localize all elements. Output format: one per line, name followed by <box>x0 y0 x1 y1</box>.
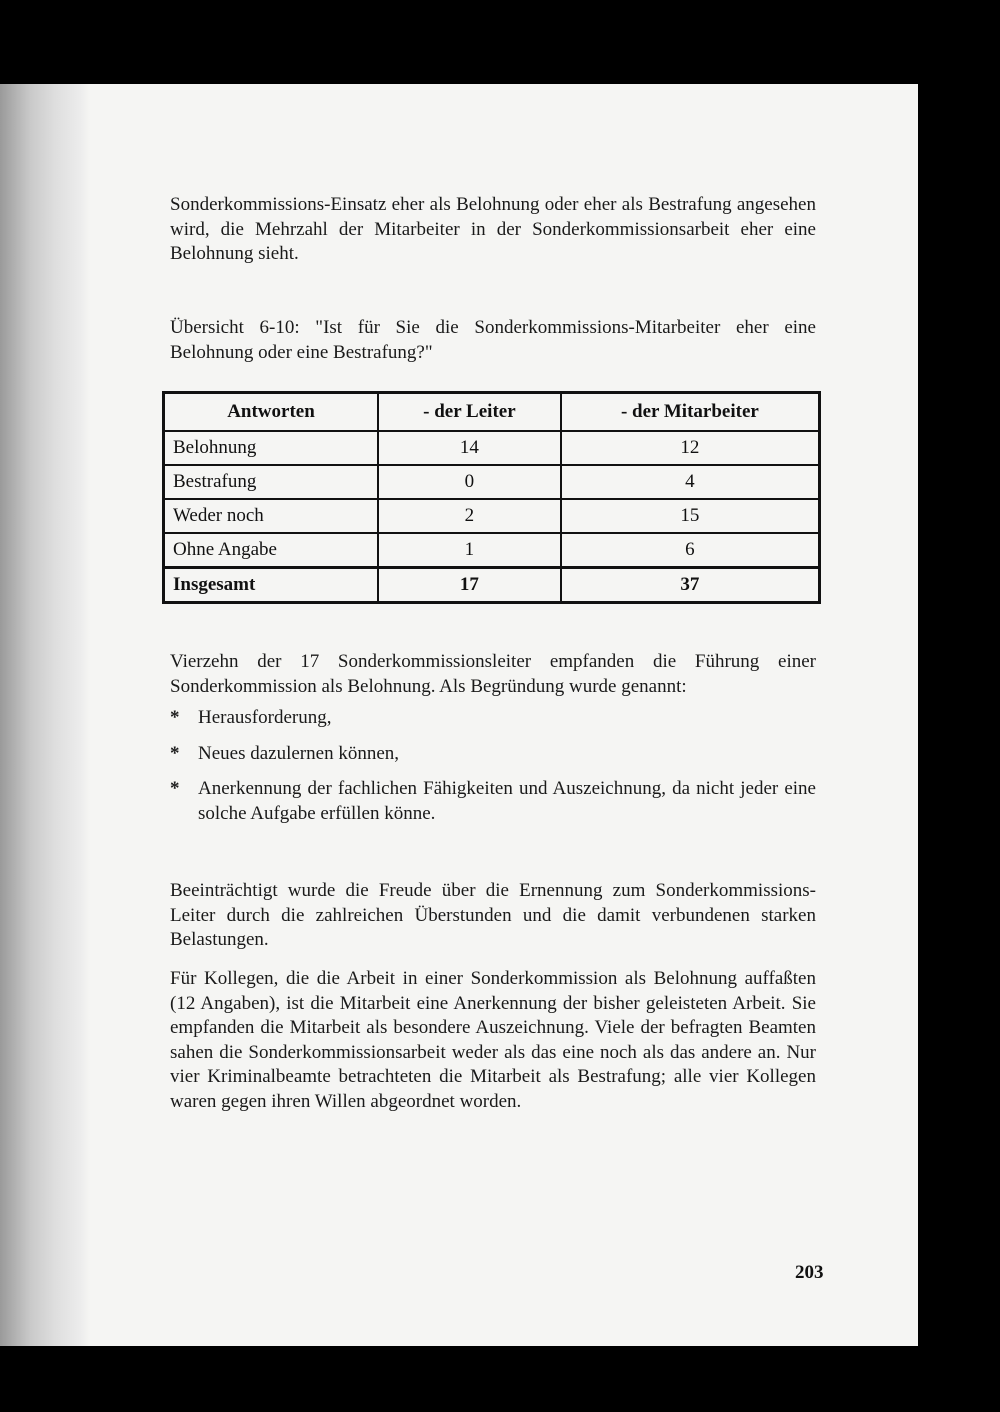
row-label: Bestrafung <box>164 465 379 499</box>
list-item-text: Anerkennung der fachlichen Fähigkeiten und Auszeichnung, da nicht jeder eine solche Aufgabe erfüllen könne. <box>198 778 816 824</box>
mitarbeiter-value: 12 <box>561 431 820 465</box>
header-mitarbeiter: - der Mitarbeiter <box>561 393 820 432</box>
reasons-list <box>170 706 816 837</box>
table-row <box>164 499 820 533</box>
list-item-text: Neues dazulernen können, <box>198 742 400 764</box>
header-antworten: Antworten <box>164 393 379 432</box>
book-spine-shadow <box>0 84 90 1346</box>
bullet-star-icon: * <box>170 778 180 799</box>
colleagues-paragraph: Für Kollegen, die die Arbeit in einer Sonderkommission als Belohnung auffaßten (12 Angaben), ist die Mitarbeit eine Anerkennung der bisher geleisteten Arbeit. Sie empfanden die Mitarbeit als besondere Auszeichnung. Viele der befragten Beamten sahen die Sonderkommissionsarbeit weder als das eine noch als das andere an. Nur vier Kriminalbeamte betrachteten die Mitarbeit als Bestrafung; alle vier Kollegen waren gegen ihren Willen abgeordnet worden. <box>170 968 816 1112</box>
table-row <box>164 431 820 465</box>
bullet-star-icon: * <box>170 707 180 728</box>
leiter-value: 2 <box>378 499 561 533</box>
leiter-value: 0 <box>378 465 561 499</box>
leiter-value: 1 <box>378 533 561 568</box>
after-table-paragraph: Vierzehn der 17 Sonderkommissionsleiter empfanden die Führung einer Sonderkommission als Belohnung. Als Begründung wurde genannt: <box>170 651 816 697</box>
list-item <box>170 742 816 767</box>
row-label: Weder noch <box>164 499 379 533</box>
list-item-text: Herausforderung, <box>198 707 332 728</box>
header-leiter: - der Leiter <box>378 393 561 432</box>
mitarbeiter-value: 15 <box>561 499 820 533</box>
table-total-row <box>164 568 820 603</box>
table-caption: Übersicht 6-10: "Ist für Sie die Sonderkommissions-Mitarbeiter eher eine Belohnung oder eine Bestrafung?" <box>170 317 816 363</box>
table-header-row <box>164 393 820 432</box>
total-mitarbeiter: 37 <box>561 568 820 603</box>
impairment-paragraph: Beeinträchtigt wurde die Freude über die Ernennung zum Sonderkommissions-Leiter durch die zahlreichen Überstunden und die damit verbundenen starken Belastungen. <box>170 880 816 950</box>
mitarbeiter-value: 6 <box>561 533 820 568</box>
table-row <box>164 533 820 568</box>
row-label: Ohne Angabe <box>164 533 379 568</box>
intro-paragraph: Sonderkommissions-Einsatz eher als Belohnung oder eher als Bestrafung angesehen wird, die Mehrzahl der Mitarbeiter in der Sonderkommissionsarbeit eher eine Belohnung sieht. <box>170 194 816 264</box>
list-item <box>170 706 816 731</box>
survey-table <box>162 391 821 604</box>
page-number: 203 <box>795 1262 824 1283</box>
row-label: Belohnung <box>164 431 379 465</box>
total-leiter: 17 <box>378 568 561 603</box>
total-label: Insgesamt <box>164 568 379 603</box>
bullet-star-icon: * <box>170 742 180 764</box>
mitarbeiter-value: 4 <box>561 465 820 499</box>
table-row <box>164 465 820 499</box>
leiter-value: 14 <box>378 431 561 465</box>
list-item <box>170 777 816 826</box>
